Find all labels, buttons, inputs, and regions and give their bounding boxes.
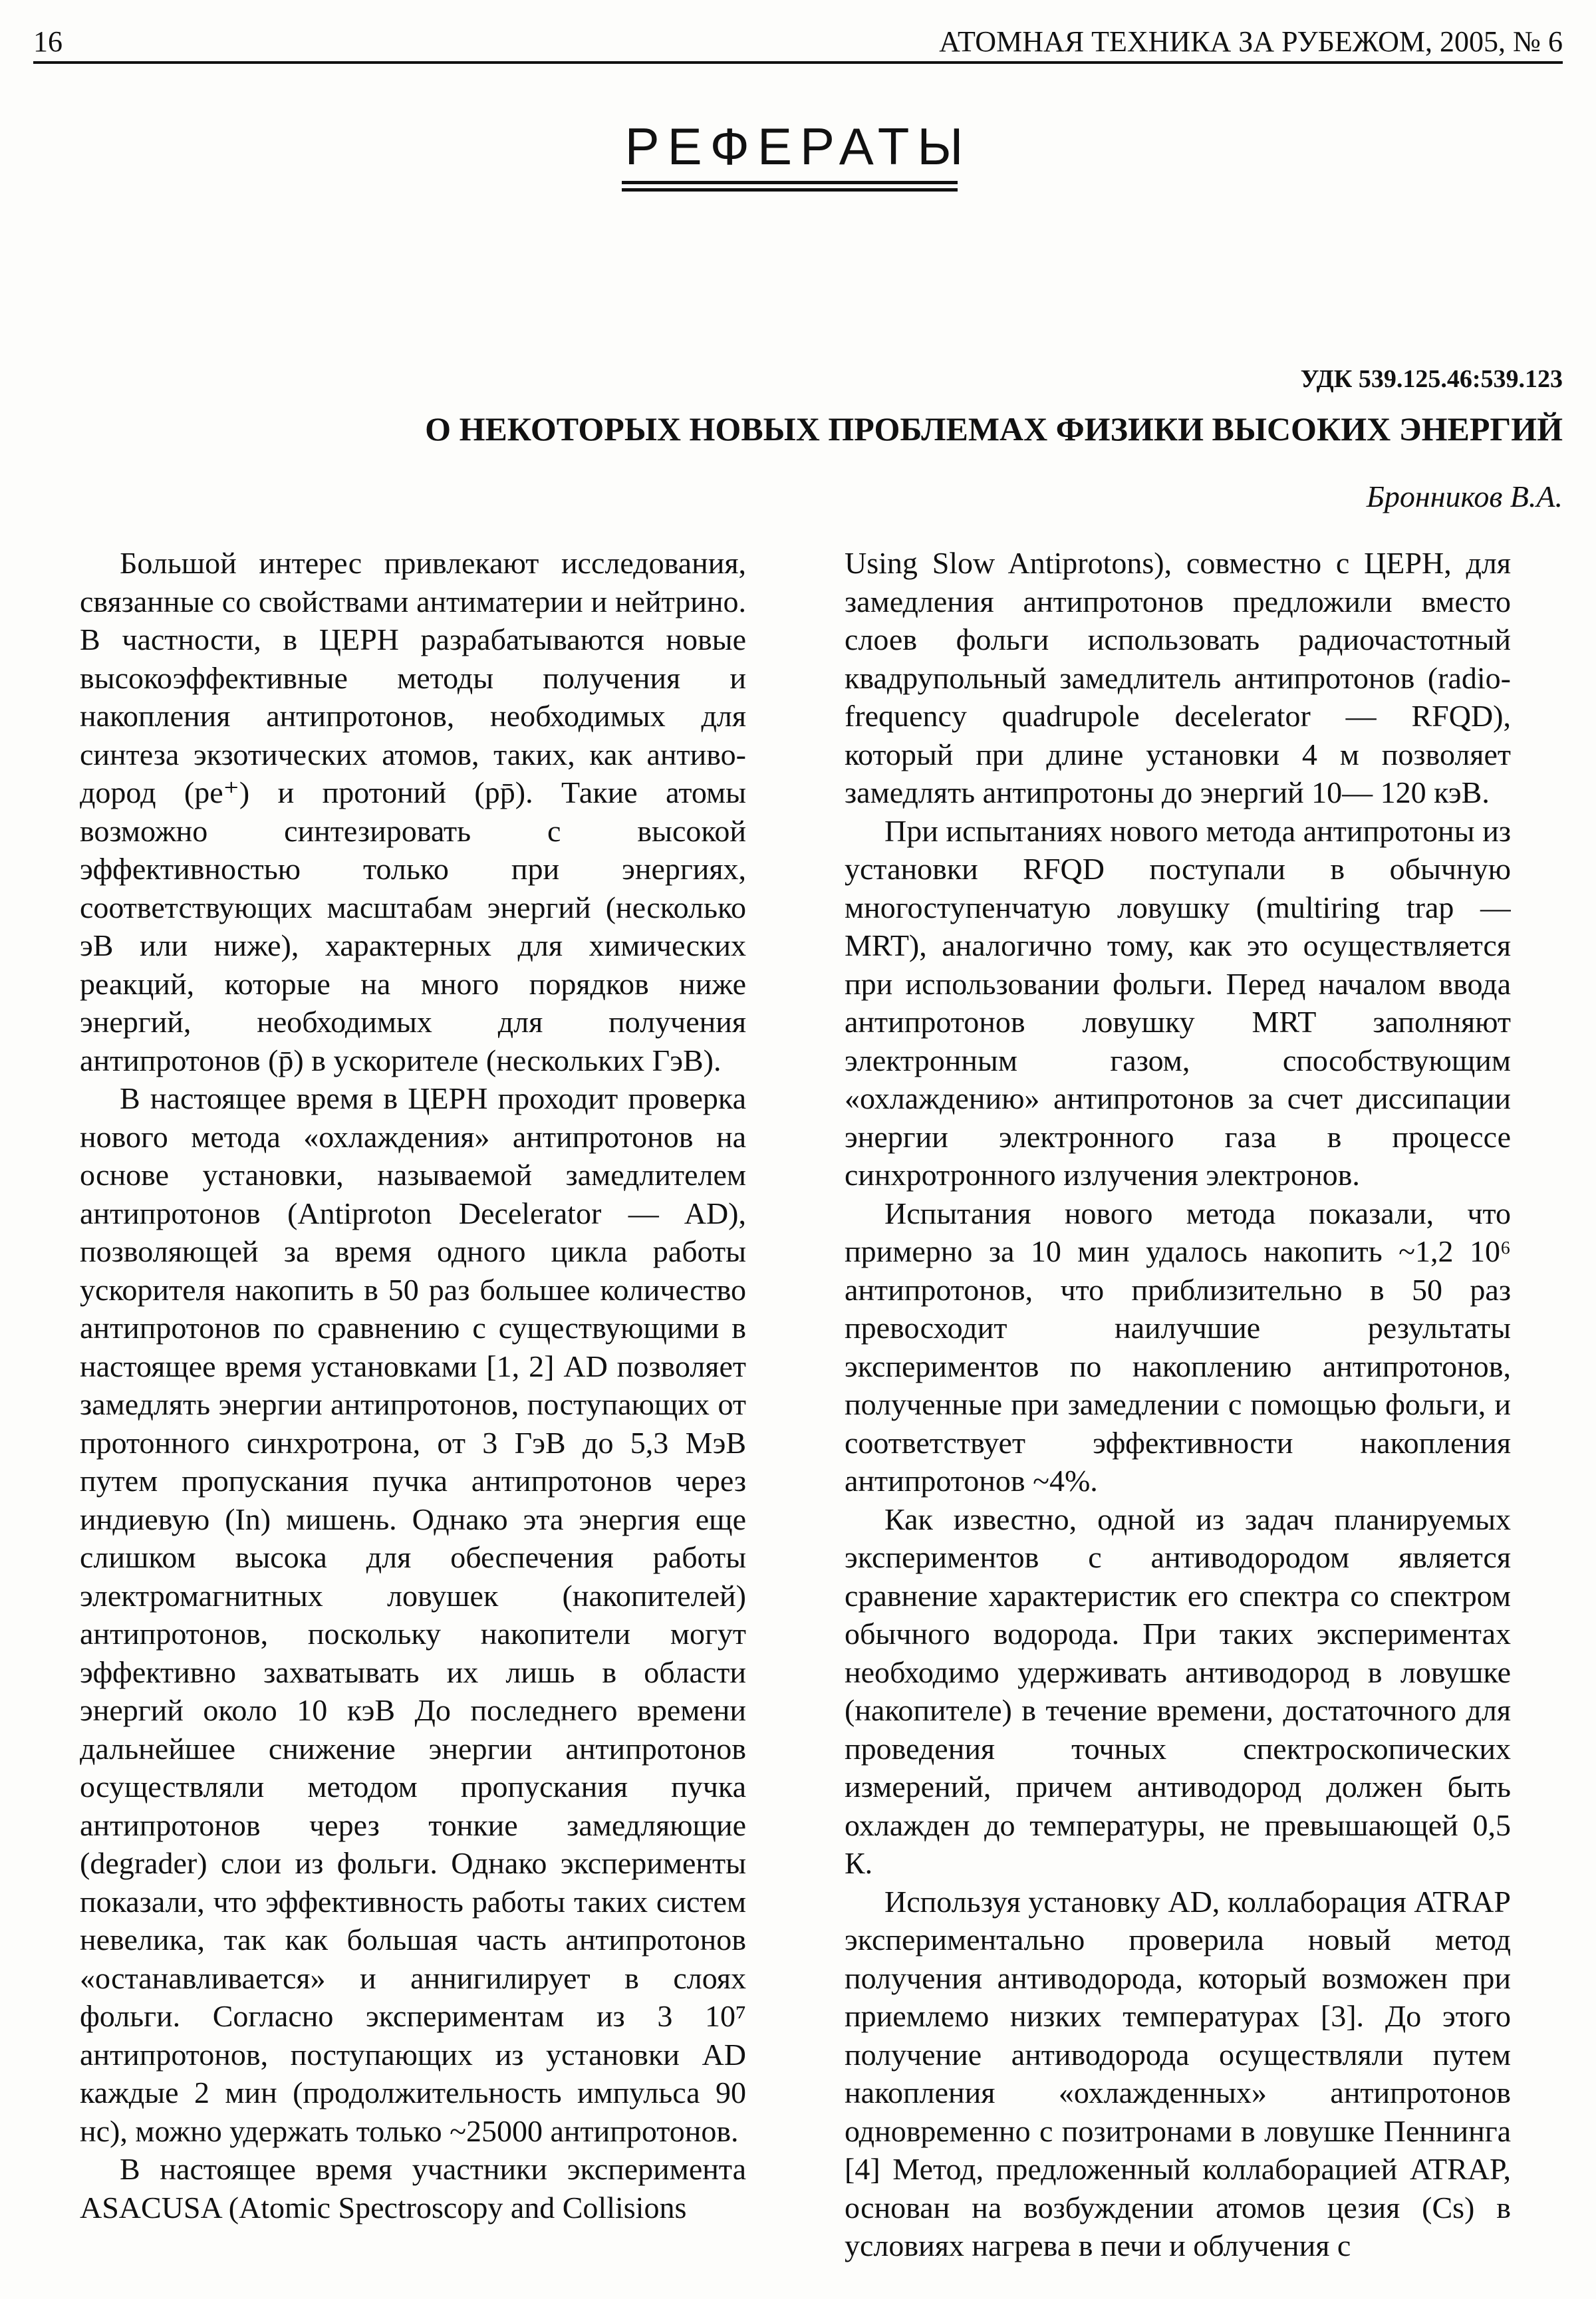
- udk-code: УДК 539.125.46:539.123: [1300, 365, 1563, 393]
- article-title: О НЕКОТОРЫХ НОВЫХ ПРОБЛЕМАХ ФИЗИКИ ВЫСОКИХ ЭНЕРГИЙ: [425, 410, 1563, 448]
- left-column: [80, 544, 746, 2273]
- section-rule-bottom: [622, 188, 958, 192]
- paragraph: При испытаниях нового метода антипротоны из установки RFQD поступали в обычную многоступенчатую ловушку (multiring trap — MRT), аналогично тому, как это осуществляется при использовании фольги. Перед началом ввода антипротонов ловушку MRT заполняют электронным газом, способствующим «охлаждению» антипротонов за счет диссипации энергии электронного газа в процессе синхротронного излучения электронов.: [845, 813, 1511, 1192]
- section-rule-top: [622, 181, 958, 184]
- paragraph: В настоящее время участники эксперимента ASACUSA (Atomic Spectroscopy and Collisions: [80, 2152, 746, 2225]
- paragraph: В настоящее время в ЦЕРН проходит проверка нового метода «охлаждения» антипротонов на основе установки, называемой замедлителем антипротонов (Antiproton Decelerator — AD), позволяющей за время одного цикла работы ускорителя накопить в 50 раз большее количество антипротонов по сравнению с существующими в настоящее время установками [1, 2] AD позволяет замедлять энергии антипротонов, поступающих от протонного синхротрона, от 3 ГэВ до 5,3 МэВ путем пропускания пучка антипротонов через индиевую (In) мишень. Однако эта энергия еще слишком высока для обеспечения работы электромагнитных ловушек (накопителей) антипротонов, поскольку накопители могут эффективно захватывать их лишь в области энергий около 10 кэВ До последнего времени дальнейшее снижение энергии антипротонов осуществляли методом пропускания пучка антипротонов через тонкие замедляющие (degrader) слои из фольги. Однако эксперименты показали, что эффективность работы таких систем невелика, так как большая часть антипротонов «останавливается» и аннигилирует в слоях фольги. Согласно экспериментам из 3 10⁷ антипротонов, поступающих из установки AD каждые 2 мин (продолжительность импульса 90 нс), можно удержать только ~25000 антипротонов.: [80, 1081, 746, 2148]
- page-number: 16: [33, 25, 63, 58]
- paragraph: Большой интерес привлекают исследования, связанные со свойствами антиматерии и нейтрино. В частности, в ЦЕРН разрабатываются новые высокоэффективные методы получения и накопления антипротонов, необходимых для синтеза экзотических атомов, таких, как антиводород (pe⁺) и протоний (pp̄). Такие атомы возможно синтезировать с высокой эффективностью только при энергиях, соответствующих масштабам энергий (несколько эВ или ниже), характерных для химических реакций, которые на много порядков ниже энергий, необходимых для получения антипротонов (p̄) в ускорителе (нескольких ГэВ).: [80, 546, 746, 1077]
- paragraph: Используя установку AD, коллаборация ATRAP экспериментально проверила новый метод получения антиводорода, который возможен при приемлемо низких температурах [3]. До этого получение антиводорода осуществляли путем накопления «охлажденных» антипротонов одновременно с позитронами в ловушке Пеннинга [4] Метод, предложенный коллаборацией ATRAP, основан на возбуждении атомов цезия (Cs) в условиях нагрева в печи и облучения с: [845, 1884, 1511, 2262]
- right-column: [845, 544, 1511, 2273]
- journal-title: АТОМНАЯ ТЕХНИКА ЗА РУБЕЖОМ, 2005, № 6: [939, 25, 1563, 58]
- paragraph: Using Slow Antiprotons), совместно с ЦЕРН, для замедления антипротонов предложили вместо слоев фольги использовать радиочастотный квадрупольный замедлитель антипротонов (radio-frequency quadrupole decelerator — RFQD), который при длине установки 4 м позволяет замедлять антипротоны до энергий 10— 120 кэВ.: [845, 546, 1511, 809]
- paragraph: Испытания нового метода показали, что примерно за 10 мин удалось накопить ~1,2 10⁶ антипротонов, что приблизительно в 50 раз превосходит наилучшие результаты экспериментов по накоплению антипротонов, полученные при замедлении с помощью фольги, и соответствует эффективности накопления антипротонов ~4%.: [845, 1196, 1511, 1498]
- paragraph: Как известно, одной из задач планируемых экспериментов с антиводородом является сравнение характеристик его спектра со спектром обычного водорода. При таких экспериментах необходимо удерживать антиводород в ловушке (накопителе) в течение времени, достаточного для проведения точных спектроскопических измерений, причем антиводород должен быть охлажден до температуры, не превышающей 0,5 К.: [845, 1502, 1511, 1880]
- running-header: [33, 19, 1563, 65]
- article-author: Бронников В.А.: [1366, 479, 1563, 513]
- header-rule: [33, 61, 1563, 64]
- section-title: РЕФЕРАТЫ: [624, 117, 972, 176]
